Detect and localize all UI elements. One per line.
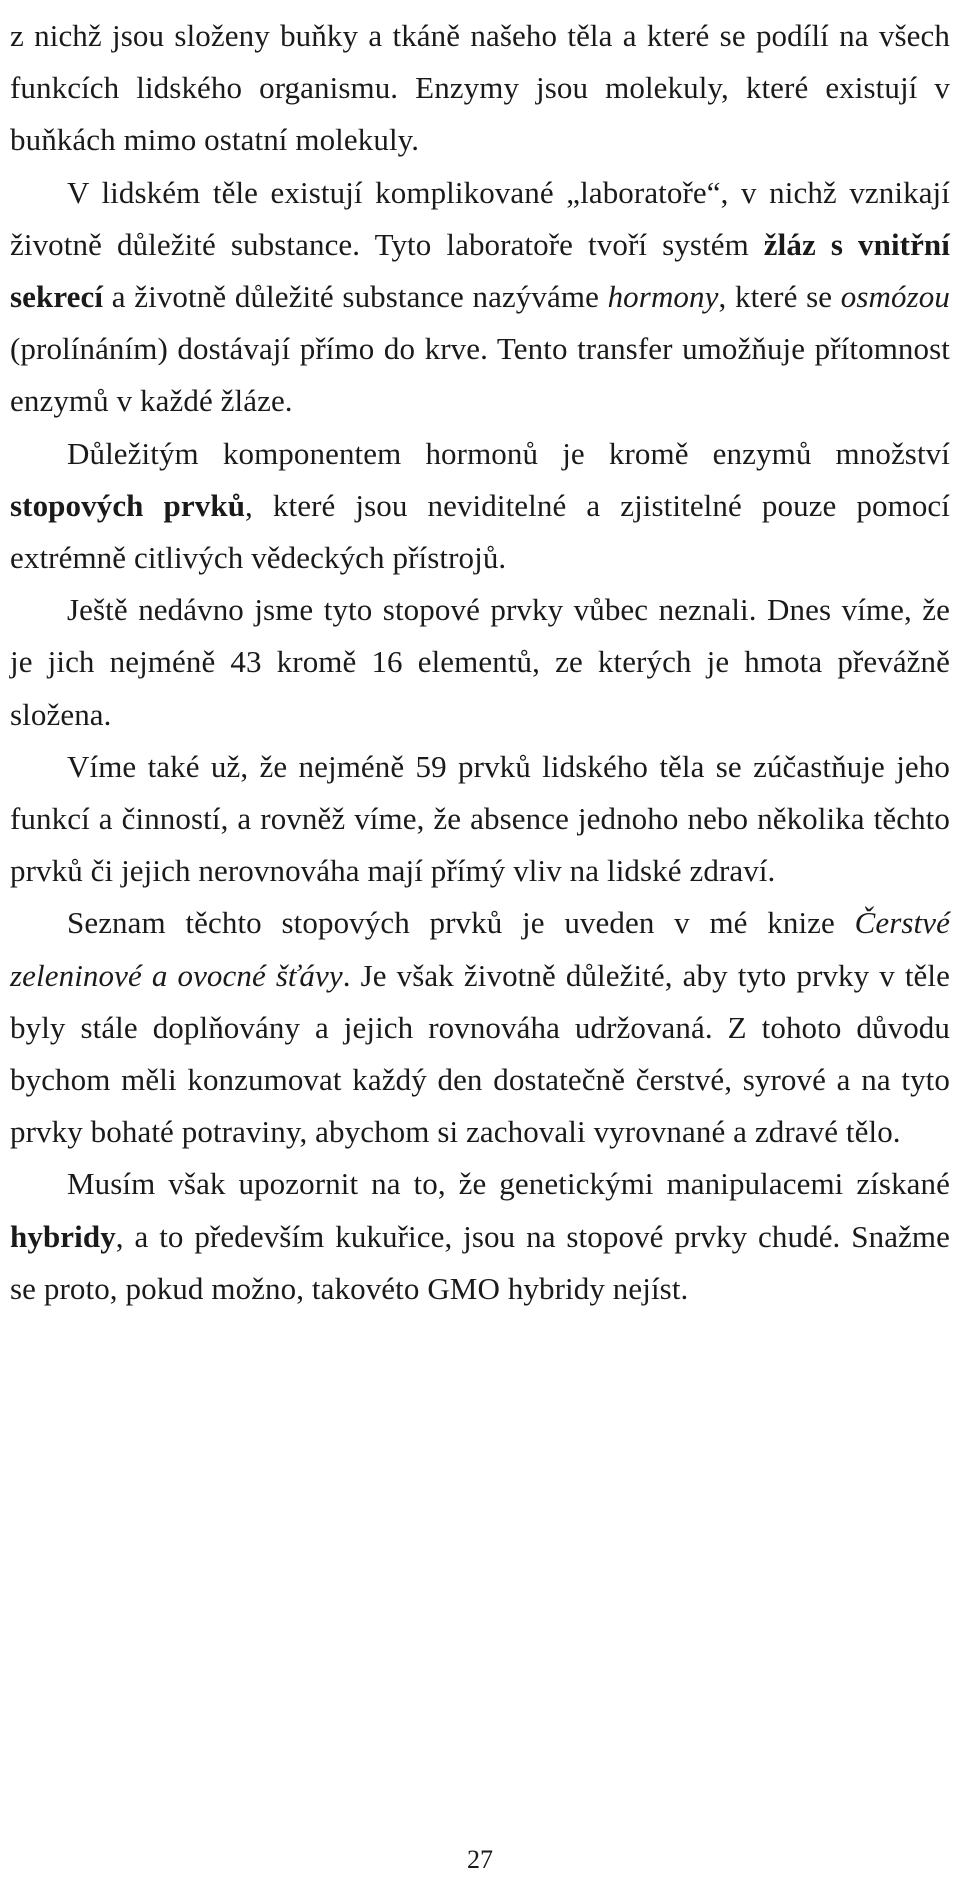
paragraph-text: Ještě nedávno jsme tyto stopové prvky vůbec neznali. Dnes víme, že je jich nejméně 43 kromě 16 elementů, ze kterých je hmota převážně složena. — [10, 592, 950, 732]
paragraph-6 — [10, 897, 950, 1158]
italic-book-title: Čerstvé zeleninové a ovocné šťávy — [10, 905, 950, 993]
paragraph-text: Důležitým komponentem hormonů je kromě enzymů množství — [67, 435, 950, 471]
paragraph-text: , které jsou neviditelné a zjistitelné pouze pomocí extrémně citlivých vědeckých přístrojů. — [10, 487, 951, 576]
bold-term-hybridy: hybridy — [10, 1218, 116, 1254]
paragraph-text: , a to především kukuřice, jsou na stopové prvky chudé. Snažme se proto, pokud možno, takovéto GMO hybridy nejíst. — [10, 1218, 950, 1306]
bold-term-stopove-prvky: stopových prvků — [10, 487, 246, 523]
page-number: 27 — [467, 1845, 493, 1874]
paragraph-text: . Je však životně důležité, aby tyto prvky v těle byly stále doplňovány a jejich rovnováha udržovaná. Z tohoto důvodu bychom měli konzumovat každý den dostatečně čerstvé, syrové a na tyto prvky bohaté potraviny, abychom si zachovali vyrovnané a zdravé tělo. — [10, 957, 950, 1150]
paragraph-text: a životně důležité substance nazýváme — [103, 279, 608, 315]
paragraph-text: V lidském těle existují komplikované „laboratoře“, v nichž vznikají životně důležité substance. Tyto laboratoře tvoří systém — [10, 174, 950, 262]
paragraph-7 — [10, 1158, 950, 1315]
bold-term-zlazy: žláz s vnitřní sekrecí — [10, 226, 950, 315]
paragraph-text: Musím však upozornit na to, že genetickými manipulacemi získané — [67, 1166, 950, 1202]
paragraph-3 — [10, 428, 950, 585]
paragraph-1 — [10, 10, 950, 167]
paragraph-text: (prolínáním) dostávají přímo do krve. Tento transfer umožňuje přítomnost enzymů v každé žláze. — [10, 331, 950, 419]
paragraph-text: Seznam těchto stopových prvků je uveden v mé knize — [67, 905, 855, 941]
paragraph-text: z nichž jsou složeny buňky a tkáně našeho těla a které se podílí na všech funkcích lidského organismu. Enzymy jsou molekuly, které existují v buňkách mimo ostatní molekuly. — [10, 18, 950, 158]
paragraph-5 — [10, 741, 950, 898]
italic-term-osmozou: osmózou — [840, 279, 950, 315]
paragraph-4 — [10, 584, 950, 741]
paragraph-2 — [10, 167, 950, 428]
italic-term-hormony: hormony — [607, 279, 719, 315]
paragraph-text: Víme také už, že nejméně 59 prvků lidského těla se zúčastňuje jeho funkcí a činností, a rovněž víme, že absence jednoho nebo několika těchto prvků či jejich nerovnováha mají přímý vliv na lidské zdraví. — [10, 748, 950, 889]
page-body — [10, 10, 950, 1315]
paragraph-text: , které se — [718, 279, 841, 315]
